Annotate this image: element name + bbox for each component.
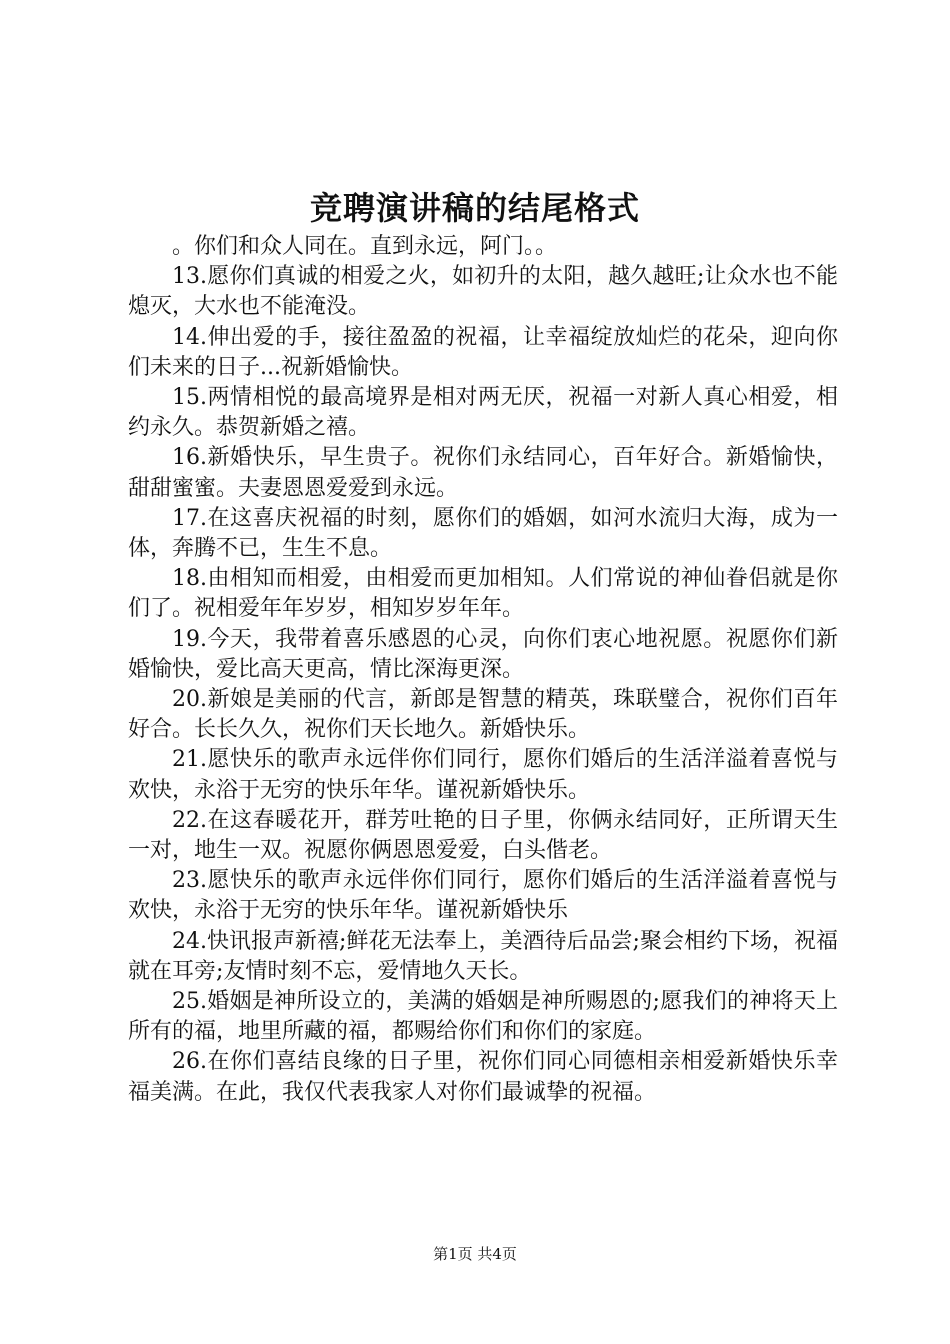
paragraph: 22.在这春暖花开，群芳吐艳的日子里，你俩永结同好，正所谓天生一对，地生一双。祝愿你俩恩恩爱爱，白头偕老。 [128, 807, 838, 864]
paragraph: 23.愿快乐的歌声永远伴你们同行，愿你们婚后的生活洋溢着喜悦与欢快，永浴于无穷的快乐年华。谨祝新婚快乐 [128, 868, 838, 924]
paragraph: 25.婚姻是神所设立的，美满的婚姻是神所赐恩的;愿我们的神将天上所有的福，地里所藏的福，都赐给你们和你们的家庭。 [128, 989, 838, 1045]
paragraph: 15.两情相悦的最高境界是相对两无厌，祝福一对新人真心相爱，相约永久。恭贺新婚之禧。 [128, 385, 838, 441]
paragraph: 21.愿快乐的歌声永远伴你们同行，愿你们婚后的生活洋溢着喜悦与欢快，永浴于无穷的快乐年华。谨祝新婚快乐。 [128, 747, 838, 803]
paragraph: 20.新娘是美丽的代言，新郎是智慧的精英，珠联璧合，祝你们百年好合。长长久久，祝你们天长地久。新婚快乐。 [128, 687, 838, 743]
paragraph: 13.愿你们真诚的相爱之火，如初升的太阳，越久越旺;让众水也不能熄灭，大水也不能淹没。 [128, 264, 838, 320]
paragraph: 17.在这喜庆祝福的时刻，愿你们的婚姻，如河水流归大海，成为一体，奔腾不已，生生不息。 [128, 505, 838, 562]
paragraph: 24.快讯报声新禧;鲜花无法奉上，美酒待后品尝;聚会相约下场，祝福就在耳旁;友情时刻不忘，爱情地久天长。 [128, 928, 838, 984]
paragraph: 26.在你们喜结良缘的日子里，祝你们同心同德相亲相爱新婚快乐幸福美满。在此，我仅代表我家人对你们最诚挚的祝福。 [128, 1049, 838, 1105]
page-number-footer: 第1页 共4页 [433, 1245, 517, 1263]
paragraph: 。你们和众人同在。直到永远，阿门。。 [172, 234, 558, 259]
paragraph: 14.伸出爱的手，接往盈盈的祝福，让幸福绽放灿烂的花朵，迎向你们未来的日子...祝新婚愉快。 [128, 324, 838, 380]
paragraph: 18.由相知而相爱，由相爱而更加相知。人们常说的神仙眷侣就是你们了。祝相爱年年岁岁，相知岁岁年年。 [128, 566, 838, 622]
paragraph: 16.新婚快乐，早生贵子。祝你们永结同心，百年好合。新婚愉快，甜甜蜜蜜。夫妻恩恩爱爱到永远。 [128, 445, 838, 501]
document-title: 竞聘演讲稿的结尾格式 [309, 189, 640, 227]
document-body [128, 232, 838, 1108]
paragraph: 19.今天，我带着喜乐感恩的心灵，向你们衷心地祝愿。祝愿你们新婚愉快，爱比高天更高，情比深海更深。 [128, 626, 838, 682]
